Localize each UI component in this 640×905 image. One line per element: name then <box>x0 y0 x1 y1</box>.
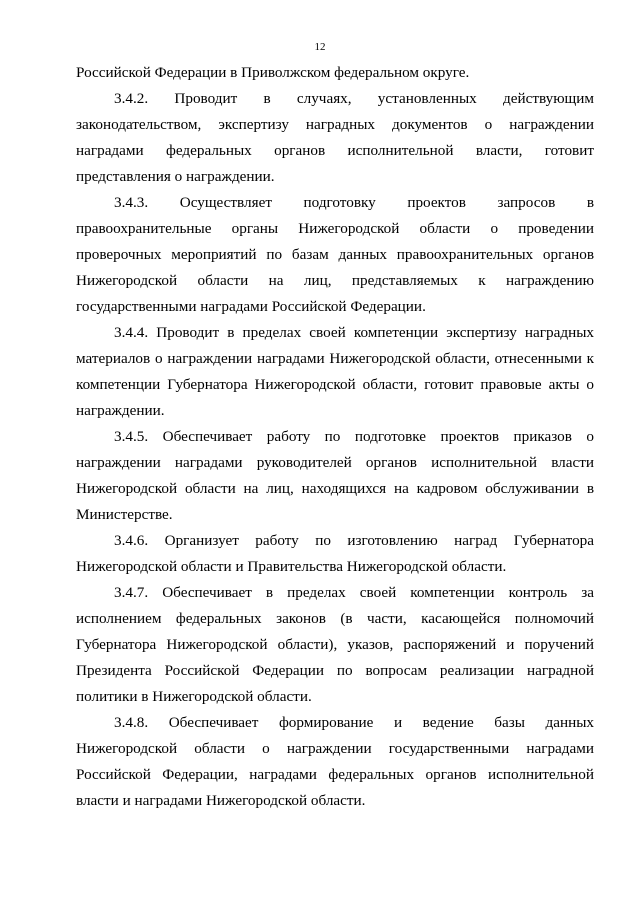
paragraph-3-4-5: 3.4.5. Обеспечивает работу по подготовке проектов приказов о награждении наградами руководителей органов исполнительной власти Нижегородской области на лиц, находящихся на кадровом обслуживании в Министерстве. <box>76 428 594 523</box>
paragraph-3-4-8: 3.4.8. Обеспечивает формирование и ведение базы данных Нижегородской области о награждении государственными наградами Российской Федерации, наградами федеральных органов исполнительной власти и наградами Нижегородской области. <box>76 714 594 809</box>
page-number: 12 <box>314 41 326 53</box>
paragraph-3-4-4: 3.4.4. Проводит в пределах своей компетенции экспертизу наградных материалов о награждении наградами Нижегородской области, отнесенными к компетенции Губернатора Нижегородской области, готовит правовые акты о награждении. <box>76 324 594 419</box>
paragraph-3-4-3: 3.4.3. Осуществляет подготовку проектов запросов в правоохранительные органы Нижегородской области о проведении проверочных мероприятий по базам данных правоохранительных органов Нижегородской области на лиц, представляемых к награждению государственными наградами Российской Федерации. <box>76 194 594 315</box>
document-body <box>76 60 594 814</box>
paragraph-3-4-7: 3.4.7. Обеспечивает в пределах своей компетенции контроль за исполнением федеральных законов (в части, касающейся полномочий Губернатора Нижегородской области), указов, распоряжений и поручений Президента Российской Федерации по вопросам реализации наградной политики в Нижегородской области. <box>76 584 594 705</box>
paragraph-continuation: Российской Федерации в Приволжском федеральном округе. <box>76 64 470 81</box>
paragraph-3-4-6: 3.4.6. Организует работу по изготовлению наград Губернатора Нижегородской области и Правительства Нижегородской области. <box>76 532 594 575</box>
paragraph-3-4-2: 3.4.2. Проводит в случаях, установленных действующим законодательством, экспертизу наградных документов о награждении наградами федеральных органов исполнительной власти, готовит представления о награждении. <box>76 90 594 185</box>
